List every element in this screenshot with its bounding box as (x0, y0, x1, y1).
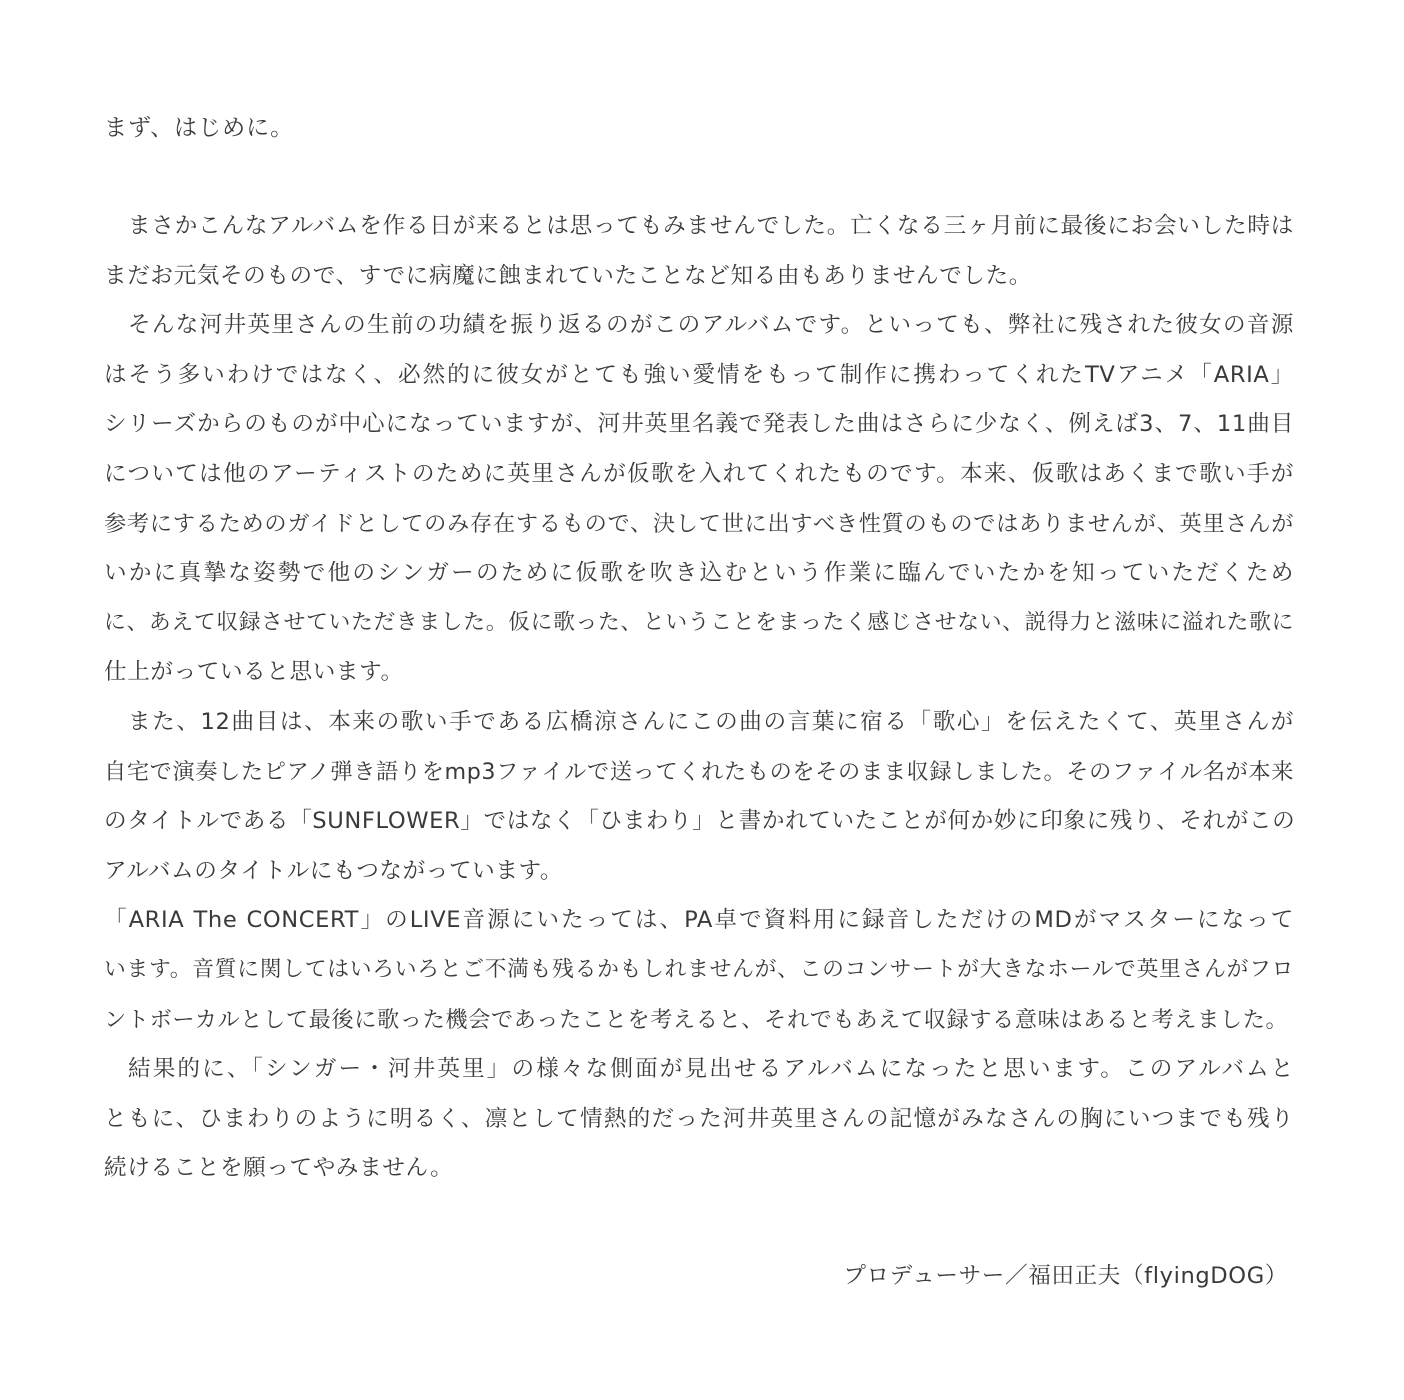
text-line (104, 902, 1294, 952)
text-line-content: そんな河井英里さんの生前の功績を振り返るのがこのアルバムです。といっても、弊社に残された彼女の音源 (128, 312, 1294, 339)
page-title: まず、はじめに。 (104, 115, 295, 141)
text-line-content: いかに真摯な姿勢で他のシンガーのために仮歌を吹き込むという作業に臨んでいたかを知っていただくため (104, 560, 1294, 587)
signature: プロデューサー／福田正夫（flyingDOG） (843, 1263, 1288, 1289)
text-line (104, 803, 1294, 853)
text-line (104, 506, 1294, 556)
text-line (104, 357, 1294, 407)
text-line (104, 456, 1294, 506)
text-line-content: 自宅で演奏したピアノ弾き語りをmp3ファイルで送ってくれたものをそのまま収録しました。そのファイル名が本来 (104, 758, 1294, 785)
text-line (104, 1150, 1294, 1200)
text-line-content: に、あえて収録させていただきました。仮に歌った、ということをまったく感じさせない、説得力と滋味に溢れた歌に (104, 609, 1294, 635)
text-line (104, 952, 1294, 1002)
text-line-content: 仕上がっていると思います。 (104, 659, 404, 686)
text-line (104, 258, 1294, 308)
text-line (104, 307, 1294, 357)
text-line-content: はそう多いわけではなく、必然的に彼女がとても強い愛情をもって制作に携わってくれたTVアニメ「ARIA」 (104, 361, 1294, 388)
text-line-content: シリーズからのものが中心になっていますが、河井英里名義で発表した曲はさらに少なく、例えば3、7、11曲目 (104, 411, 1294, 438)
text-line-content: また、12曲目は、本来の歌い手である広橋涼さんにこの曲の言葉に宿る「歌心」を伝えたくて、英里さんが (128, 708, 1294, 735)
text-line-content: 参考にするためのガイドとしてのみ存在するもので、決して世に出すべき性質のものではありませんが、英里さんが (104, 510, 1294, 537)
text-line (104, 704, 1294, 754)
text-line-content: ントボーカルとして最後に歌った機会であったことを考えると、それでもあえて収録する意味はあると考えました。 (104, 1006, 1289, 1033)
text-line-content: まだお元気そのもので、すでに病魔に蝕まれていたことなど知る由もありませんでした。 (104, 262, 1032, 289)
text-line (104, 406, 1294, 456)
text-line (104, 605, 1294, 655)
text-line-content: アルバムのタイトルにもつながっています。 (104, 857, 564, 884)
text-line-content: います。音質に関してはいろいろとご不満も残るかもしれませんが、このコンサートが大きなホールで英里さんがフロ (104, 956, 1294, 982)
text-line-content: 結果的に、「シンガー・河井英里」の様々な側面が見出せるアルバムになったと思います。このアルバムと (128, 1056, 1294, 1083)
text-line (104, 1002, 1294, 1052)
text-line (104, 853, 1294, 903)
text-line-content: 「ARIA The CONCERT」のLIVE音源にいたっては、PA卓で資料用に録音しただけのMDがマスターになって (104, 907, 1294, 934)
body-text (104, 208, 1294, 1200)
text-line-content: については他のアーティストのために英里さんが仮歌を入れてくれたものです。本来、仮歌はあくまで歌い手が (104, 460, 1294, 487)
text-line (104, 754, 1294, 804)
text-line-content: のタイトルである「SUNFLOWER」ではなく「ひまわり」と書かれていたことが何か妙に印象に残り、それがこの (104, 808, 1296, 835)
text-line-content: ともに、ひまわりのように明るく、凛として情熱的だった河井英里さんの記憶がみなさんの胸にいつまでも残り (104, 1105, 1294, 1132)
text-line-content: 続けることを願ってやみません。 (104, 1155, 454, 1182)
text-line (104, 654, 1294, 704)
text-line (104, 555, 1294, 605)
text-line (104, 1101, 1294, 1151)
text-line (104, 1051, 1294, 1101)
text-line (104, 208, 1294, 258)
text-line-content: まさかこんなアルバムを作る日が来るとは思ってもみませんでした。亡くなる三ヶ月前に最後にお会いした時は (128, 213, 1294, 239)
